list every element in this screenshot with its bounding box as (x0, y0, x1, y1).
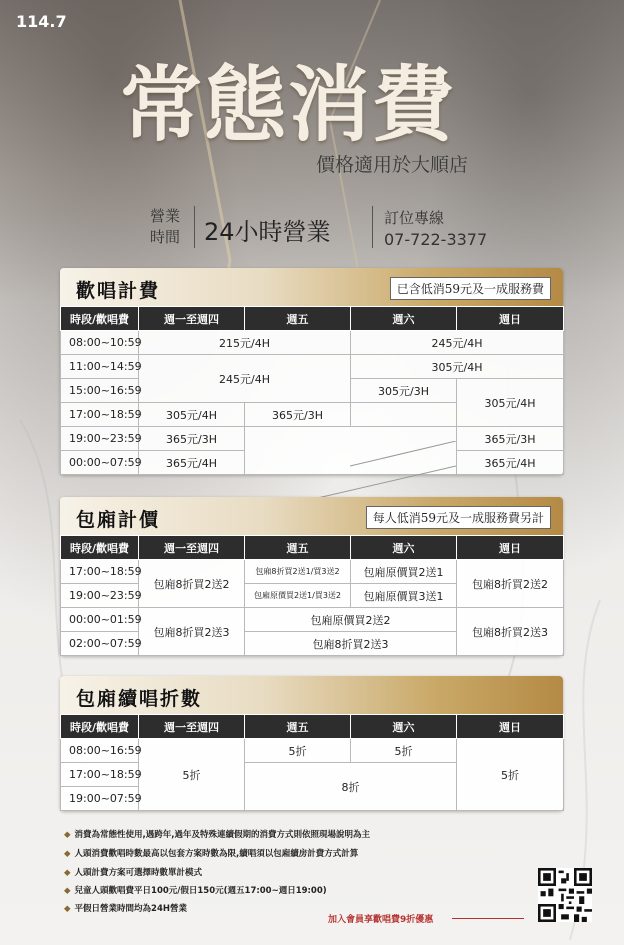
price-cell: 365元/4H (457, 451, 564, 475)
panel-header (60, 268, 563, 306)
price-cell: 包廂8折買2送3 (139, 608, 245, 656)
table-header: 週一至週四 (139, 307, 245, 331)
hours-label-line1: 營業 (149, 207, 180, 225)
member-promo-link[interactable]: 加入會員享歡唱費9折優惠 (328, 915, 434, 925)
singing-fee-panel (60, 268, 563, 475)
diamond-icon: ◆ (64, 849, 71, 859)
price-cell: 245元/4H (139, 355, 351, 403)
table-header: 週五 (245, 307, 351, 331)
footnote (64, 847, 358, 859)
renewal-discount-panel (60, 676, 563, 811)
phone-number[interactable]: 07-722-3377 (384, 230, 488, 249)
panel-header (60, 497, 563, 535)
diamond-icon: ◆ (64, 868, 71, 878)
room-fee-table (60, 535, 564, 656)
time-cell: 00:00~01:59 (61, 608, 139, 632)
member-underline (452, 918, 524, 919)
diagonal-cell (351, 403, 457, 427)
fee-note: 每人低消59元及一成服務費另計 (366, 506, 551, 529)
discount-cell: 5折 (245, 739, 351, 763)
time-cell: 00:00~07:59 (61, 451, 139, 475)
price-cell: 包廂8折買2送2 (139, 560, 245, 608)
price-cell: 包廂8折買2送3 (245, 632, 457, 656)
table-header: 週日 (457, 307, 564, 331)
table-header: 週日 (457, 715, 564, 739)
panel-title: 包廂續唱折數 (76, 688, 203, 710)
price-cell: 365元/4H (139, 451, 245, 475)
footnote (64, 866, 202, 878)
diamond-icon: ◆ (64, 830, 71, 840)
price-cell: 365元/3H (139, 427, 245, 451)
table-header: 週一至週四 (139, 536, 245, 560)
hours-text: 24小時營業 (204, 218, 331, 246)
version-label: 114.7 (16, 12, 67, 31)
table-header: 時段/歡唱費 (61, 715, 139, 739)
divider (372, 206, 373, 248)
time-cell: 19:00~23:59 (61, 427, 139, 451)
price-cell: 包廂原價買3送1 (351, 584, 457, 608)
page-subtitle: 價格適用於大順店 (316, 154, 469, 176)
discount-cell: 5折 (457, 739, 564, 811)
table-header: 週日 (457, 536, 564, 560)
footnote-text: 消費為常態性使用,遇跨年,過年及特殊連續假期的消費方式則依照現場說明為主 (74, 830, 371, 840)
time-cell: 15:00~16:59 (61, 379, 139, 403)
footnote (64, 902, 187, 914)
room-fee-panel (60, 497, 563, 656)
price-cell: 包廂原價買2送1 (351, 560, 457, 584)
price-cell: 305元/4H (457, 379, 564, 427)
time-cell: 08:00~16:59 (61, 739, 139, 763)
footnote (64, 828, 370, 840)
price-cell: 365元/3H (457, 427, 564, 451)
price-cell: 包廂8折買2送3 (457, 608, 564, 656)
table-header: 時段/歡唱費 (61, 536, 139, 560)
price-cell: 245元/4H (351, 331, 564, 355)
footnote-text: 兒童人頭歡唱費平日100元/假日150元(週五17:00~週日19:00) (74, 886, 327, 896)
fee-note: 已含低消59元及一成服務費 (390, 277, 551, 300)
qr-code-icon[interactable] (538, 868, 592, 922)
table-header: 週六 (351, 307, 457, 331)
price-cell: 包廂原價買2送2 (245, 608, 457, 632)
time-cell: 19:00~07:59 (61, 787, 139, 811)
table-header: 時段/歡唱費 (61, 307, 139, 331)
footnote (64, 884, 327, 896)
price-cell: 365元/3H (245, 403, 351, 427)
divider (194, 206, 195, 248)
hours-label (146, 206, 184, 248)
page-title: 常態消費 (120, 57, 457, 153)
panel-header (60, 676, 563, 714)
time-cell: 08:00~10:59 (61, 331, 139, 355)
price-cell: 305元/3H (351, 379, 457, 403)
diamond-icon: ◆ (64, 886, 71, 896)
hours-label-line2: 時間 (149, 228, 180, 246)
price-cell: 305元/4H (139, 403, 245, 427)
footnote-text: 人頭消費歡唱時數最高以包套方案時數為限,續唱須以包廂續房計費方式計算 (74, 849, 359, 859)
price-cell: 包廂8折買2送2 (457, 560, 564, 608)
table-header: 週五 (245, 536, 351, 560)
time-cell: 17:00~18:59 (61, 403, 139, 427)
time-cell: 19:00~23:59 (61, 584, 139, 608)
time-cell: 17:00~18:59 (61, 763, 139, 787)
footnote-text: 平假日營業時間均為24H營業 (74, 904, 187, 914)
footnote-text: 人頭計費方案可選擇時數單計模式 (74, 868, 203, 878)
diamond-icon: ◆ (64, 904, 71, 914)
time-cell: 11:00~14:59 (61, 355, 139, 379)
price-cell: 包廂8折買2送1/買3送2 (245, 560, 351, 584)
table-header: 週一至週四 (139, 715, 245, 739)
table-header: 週六 (351, 715, 457, 739)
time-cell: 02:00~07:59 (61, 632, 139, 656)
panel-title: 包廂計價 (76, 509, 161, 531)
table-header: 週六 (351, 536, 457, 560)
price-cell: 305元/4H (351, 355, 564, 379)
discount-cell: 8折 (245, 763, 457, 811)
price-cell: 215元/4H (139, 331, 351, 355)
renewal-discount-table (60, 714, 564, 811)
discount-cell: 5折 (139, 739, 245, 811)
panel-title: 歡唱計費 (76, 280, 161, 302)
booking-label: 訂位專線 (384, 209, 445, 227)
time-cell: 17:00~18:59 (61, 560, 139, 584)
table-header: 週五 (245, 715, 351, 739)
discount-cell: 5折 (351, 739, 457, 763)
price-cell: 包廂原價買2送1/買3送2 (245, 584, 351, 608)
